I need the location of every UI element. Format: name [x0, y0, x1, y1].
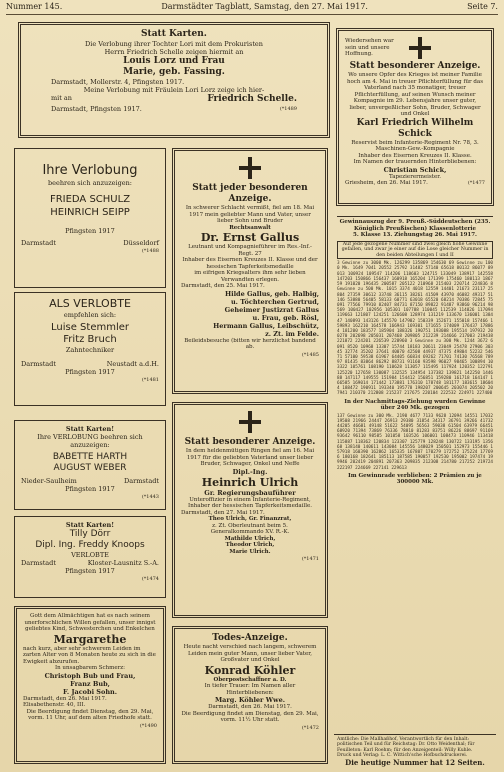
ad-ref: (*1477 [467, 180, 485, 186]
ad-signature: Christian Schick, [383, 165, 447, 174]
ad-text: empfehlen sich: [63, 311, 117, 319]
ad-name: Konrad Köhler [204, 663, 296, 677]
ad-name: HEINRICH SEIPP [50, 207, 130, 218]
ad-title: Statt besonderer Anzeige. [184, 437, 316, 447]
ad-signature: Friedrich Schelle. [207, 94, 297, 104]
ad-title: Statt besonderer Anzeige. [349, 61, 481, 71]
ad-ref: (*1488 [141, 248, 159, 254]
iron-cross-icon [239, 157, 261, 179]
ad-text: In dem heldenmütigen Ringen fiel am 16. Mai 1917 für die geliebten Vaterland unser lieber Bruder, Schwager, Onkel und Neffe [185, 448, 315, 467]
ad-mourner: z. Zt. Oberleutnant beim 5. [212, 522, 288, 529]
ad-place: Darmstadt, Pfingsten 1917. [51, 105, 142, 113]
ad-text: Zahntechniker [65, 346, 115, 354]
ad-text: nach kurz, aber sehr schwerem Leiden im zarten Alter von 8 Monaten heute zu sich in die Ewigkeit abzurufen. [23, 645, 156, 665]
ad-text: beehren sich anzuzeigen: [48, 179, 132, 187]
ad-text: Heute nacht verschied nach langem, schwerem Leiden mein guter Mann, unser lieber Vater, Großvater und Onkel [183, 644, 317, 663]
ad-place: Neustadt a.d.H. [106, 360, 159, 368]
ad-harth-weber [14, 420, 166, 510]
ad-text: In unsagbarem Schmerz: [54, 665, 126, 671]
iron-cross-icon [409, 37, 431, 59]
masthead: Darmstädter Tagblatt, Samstag, den 27. Mai 1917. [161, 2, 368, 11]
ad-stemmler-bruch [14, 292, 166, 406]
ad-name: Dipl. Ing. Freddy Knoops [35, 540, 145, 550]
ad-place: Griesheim, den 26. Mai 1917. [345, 180, 428, 186]
ad-name: Karl Friedrich Wilhelm Schick [356, 117, 474, 139]
lottery-subhead: In der Nachmittags-Ziehung wurden Gewinne über 240 Mk. gezogen [344, 398, 486, 412]
ad-text: VERLOBTE [71, 551, 109, 559]
ad-text: Im Namen der trauernden Hinterbliebenen: [353, 159, 477, 165]
ad-rank: Oberpostschaffner a. D. [213, 676, 287, 683]
ad-name: AUGUST WEBER [53, 463, 127, 473]
imprint-text: Amtliche: Die Mallhaßhof, Verantwortlich für den Inhalt: politischen Teil und für Reichstag: Dr. Otto Weidenthal; für Feuilleton: Karl Roehm; für den Anzeigenteil: Willy Kuhle. [337, 737, 475, 753]
ad-doerr-knoops [14, 516, 166, 598]
lottery-title: Gewinnauszug der 9. Preuß.-Süddeutschen (235. Königlich Preußischen) Klassenlotterie [337, 216, 493, 232]
lottery-numbers: 3 Gewinne zu 3000 Mk. 126299 135869 154630 69 Gewinne zu 1000 Mk. 1649 7041 20552 25792 31482 57140 65618 80132 86077 89013 100924 109547 114206 118603 124715 133049 138917 142558 147203 150866 156437 160918 165204 171399 175460 180113 186759 191020 196435 200587 205122 210968 215403 220714 224836 8 Gewinne zu 500 Mk. 1015 3374 4018 12559 14401 21673 23117 25804 27359 30612 33748 36115 38261 41509 43970 46082 49317 51146 53880 56405 58133 60771 63018 65520 68214 70386 72845 75091 77566 79910 82407 84731 87150 89822 91487 93860 96214 98569 100427 102956 105301 107788 110045 112539 114826 117094 119663 121807 124251 126608 128974 131219 133670 136001 138447 140893 143126 145570 147902 150339 152671 155018 157466 159893 162210 164578 166943 169301 171655 174009 176437 178864 181200 183577 185904 188326 190751 193088 195514 197932 200270 202698 205031 207468 209805 212239 214666 217003 219438 221872 224201 226539 228960 3 Gewinne zu 300 Mk. 1244 3672 6091 8520 10968 13307 15744 18183 20611 23049 25478 27906 30345 32774 35202 37641 40070 42508 44937 47375 49804 52232 54671 57100 59538 61967 64405 66834 69262 71701 74130 76568 78997 81435 83864 86292 88731 91160 93598 96027 98465 100894 103322 105761 108190 110628 113057 115495 117924 120352 122791 125220 127658 130087 132525 134954 137382 139821 142250 144688 147117 149555 151984 154412 156851 159280 161718 164147 166585 169014 171442 173881 176310 178748 181177 183615 186044 188472 190911 193340 195778 198207 200645 203074 205502 207941 210370 212808 215237 217675 220104 222532 224971 227400 [337, 261, 493, 397]
ad-ref: (*1443 [141, 494, 159, 500]
lottery-subtitle: 5. Klasse 13. Ziehungstag 26. Mai 1917. [353, 232, 477, 238]
ad-role: Dipl.-Ing. [232, 467, 268, 476]
ad-mourner: Geheimer Justizrat Gallus [224, 305, 319, 314]
ad-text: Meine Verlobung mit Fräulein Lori Lorz zeige ich hier- [83, 86, 265, 94]
ad-title: Statt Karten! [65, 425, 115, 433]
ad-name: Margarethe [53, 632, 127, 646]
ad-name: Luise Stemmler [51, 322, 129, 333]
page-count-note: Die heutige Nummer hat 12 Seiten. [345, 757, 485, 767]
ad-mourner: Hermann Gallus, Leibschütz, [213, 321, 319, 330]
ad-place: Darmstadt, Mollerstr. 4, Pfingsten 1917. [51, 78, 185, 86]
ad-mourner: Mathilde Ulrich, [224, 535, 276, 542]
ad-title: Statt Karten. [141, 29, 207, 39]
ad-rank: Gr. Regierungsbauführer [204, 488, 296, 497]
ad-name: Tilly Dörr [69, 529, 111, 539]
ad-text: Tapezierermeister. [388, 173, 441, 180]
ad-place: Nieder-Saulheim [21, 477, 77, 485]
ad-names: Louis Lorz und Frau [123, 56, 225, 66]
ad-text: In tiefer Trauer: Im Namen aller Hinterbliebenen: [204, 683, 296, 696]
ad-mourner: Hilde Gallus, geb. Halbig, [224, 289, 319, 298]
ad-role: Rechtsanwalt [229, 224, 271, 231]
ad-text: Herrn Friedrich Schelle zeigen hiermit an [104, 48, 244, 56]
ad-ref: (*1490 [139, 722, 157, 729]
iron-cross-icon [239, 411, 261, 433]
ad-ref: (*1474 [141, 576, 159, 582]
ad-mourner: u. Töchterchen Gertrud, [230, 297, 319, 306]
ad-ref: (*1489 [279, 106, 297, 112]
ad-lorz-schelle [18, 22, 330, 138]
ad-text: Inhaber des Eisernen Kreuzes II. Klasse und der hessischen Tapferkeitsmedaille [182, 257, 318, 270]
page-number: Seite 7. [467, 2, 498, 11]
ad-place: Darmstadt [124, 477, 159, 485]
ad-name: Fritz Bruch [63, 334, 117, 345]
ad-gallus [172, 148, 328, 394]
ad-date: Pfingsten 1917 [65, 227, 115, 235]
ad-title: ALS VERLOBTE [49, 297, 131, 310]
lottery-results [334, 214, 496, 734]
ad-place: Darmstadt [21, 239, 56, 247]
ad-place: Darmstadt, den 25. Mai 1917. [181, 283, 265, 289]
lottery-remaining: Im Gewinnrade verblieben: 2 Prämien zu je 300000 Mk. [348, 472, 482, 486]
ad-ref: (*1472 [301, 724, 319, 731]
imprint-printer: Druck und Verlag: L. C. Wittich'sche Hofbuchdruckerei. [337, 753, 468, 759]
ad-koehler [172, 626, 328, 764]
ad-signature: Marg. Köhler Wwe. [214, 696, 286, 704]
ad-place: Darmstadt [21, 559, 56, 567]
ad-name: BABETTE HARTH [52, 452, 128, 462]
ad-margarethe [14, 606, 166, 764]
ad-footnote: Die Beerdigung findet Dienstag, den 29. Mai, vorm. 11 Uhr, auf dem alten Friedhofe statt. [26, 708, 154, 721]
ad-text: Ihre VERLOBUNG beehren sich anzuzeigen: [37, 433, 143, 449]
ad-mourner: Christoph Bub und Frau, [44, 671, 136, 680]
ad-mourner: Theo Ulrich, Gr. Finanzrat, [208, 516, 292, 522]
lottery-note: Auf jede gezogene Nummer sind zwei gleich hohe Gewinne gefallen, und zwar je einer auf die Lose gleicher Nummer in den beiden Abteilungen I und II [337, 241, 493, 260]
ad-schick [336, 28, 494, 206]
ad-verse: Wiedersehen war sein und unsere Hoffnung. [345, 38, 394, 58]
ad-date: Pfingsten 1917 [65, 368, 115, 376]
ad-names: Marie, geb. Fassing. [123, 67, 225, 77]
ad-date: Pfingsten 1917 [65, 485, 115, 493]
issue-number: Nummer 145. [6, 2, 63, 11]
ad-title: Statt Karten! [65, 521, 115, 529]
page-header [6, 2, 498, 15]
ad-text: mit an [51, 94, 72, 102]
ad-text: Inhaber des Eisernen Kreuzes II. Klasse. [358, 152, 472, 159]
ad-mourner: Marie Ulrich. [229, 548, 271, 555]
ad-mourner: Franz Bub, [70, 679, 110, 688]
ad-date: Pfingsten 1917 [65, 567, 115, 575]
ad-place: Darmstadt, den 26. Mai 1917. [23, 695, 107, 702]
ad-place: Darmstadt, den 26. Mai 1917. [208, 704, 292, 710]
ad-mourner: u. Frau, geb. Rösl, [252, 313, 319, 322]
ad-name: Dr. Ernst Gallus [200, 231, 300, 244]
ad-text: Gott dem Allmächtigen hat es nach seinem unerforschlichen Willen gefallen, unser innigst geliebtes Kind, Schwesterchen und Enkelchen [24, 613, 156, 632]
ad-name: Heinrich Ulrich [201, 475, 299, 489]
lottery-numbers: 137 Gewinne zu 300 Mk. 2190 4677 7133 9628 12094 14551 17032 19508 21966 24447 26913 29380 31854 34317 36791 39266 41732 44205 46681 49148 51622 54095 56563 59038 61504 63979 66451 68920 71394 73869 76336 78810 81283 83751 86226 88697 91169 93642 96110 98585 101058 103526 106001 108473 110946 113418 115887 118362 120834 123307 125779 128248 130722 133195 135668 138140 140611 143084 145556 148029 150501 152973 155446 157918 160390 162862 165335 167807 170279 172752 175224 177696 180168 182641 185113 187585 190057 192530 195002 197474 199946 202419 204891 207363 209835 212308 214780 217252 219724 222197 224669 227141 229613 [337, 413, 493, 471]
ad-text: Wo unsere Opfer des Krieges ist meiner Familie hoch am 4. Mai in treuer Pflichterfüllung für das Vaterland nach 35 monatiger, treuer Pflichterfüllung, auf seinen Wunsch meiner Kompagnie im 29. Lebensjahre unser guter, lieber, unvergeßlicher Sohn, Bruder, Schwager und Onkel [346, 72, 484, 117]
ad-ulrich [172, 402, 328, 618]
ad-footnote: Die Beerdigung findet am Dienstag, den 29. Mai, vorm. 11½ Uhr statt. [181, 710, 319, 723]
ad-mourner: Generalkommando XV. R.-K. [210, 529, 290, 535]
ad-ref: (*1471 [301, 556, 319, 562]
ad-place: Düsseldorf [123, 239, 159, 247]
ad-rank: Reservist beim Infanterie-Regiment Nr. 78, 3. Maschinen-Gew.-Kompagnie [351, 139, 479, 152]
ad-place: Darmstadt [21, 360, 56, 368]
ad-ref: (*1481 [141, 377, 159, 383]
ad-ref: (*1485 [301, 351, 319, 358]
ad-rank: Leutnant und Kompagnieführer im Res.-Inf.-Regt. 27 [188, 244, 312, 257]
ad-text: im eifrigen Kriegsalters ihm sehr lieben Verwandten erlegen. [194, 270, 306, 283]
ad-mourner: z. Zt. im Felde. [265, 329, 319, 338]
ad-text: In schwerer Schlacht vermißt, fiel am 18. Mai 1917 mein geliebter Mann und Vater, unser lieber Sohn und Bruder [185, 205, 315, 224]
ad-text: Die Verlobung ihrer Tochter Lori mit dem Prokuristen [85, 40, 263, 48]
ad-footnote: Beileidsbesuche (bitten wir herzlichst bandend ab. [184, 337, 316, 350]
ad-title: Ihre Verlobung [42, 163, 138, 178]
imprint-box [334, 734, 496, 768]
ad-mourner: Theodor Ulrich, [225, 542, 275, 548]
ad-title: Todes-Anzeige. [212, 633, 288, 643]
ad-text: Unteroffizier in einem Infanterie-Regiment, Inhaber der hessischen Tapferkeitsmedaille. [188, 496, 312, 509]
ad-place: Darmstadt, den 27. Mai 1917. [181, 509, 265, 516]
ad-title: Statt jeder besonderen Anzeige. [192, 183, 308, 204]
ad-schulz-seipp [14, 148, 166, 288]
ad-mourner: F. Jacobi Sohn. [62, 687, 118, 696]
ad-place: Elisabethenstr. 40, III. [23, 702, 86, 708]
ad-place: Kloster-Lausnitz S.-A. [87, 559, 159, 567]
ad-name: FRIEDA SCHULZ [49, 194, 131, 205]
